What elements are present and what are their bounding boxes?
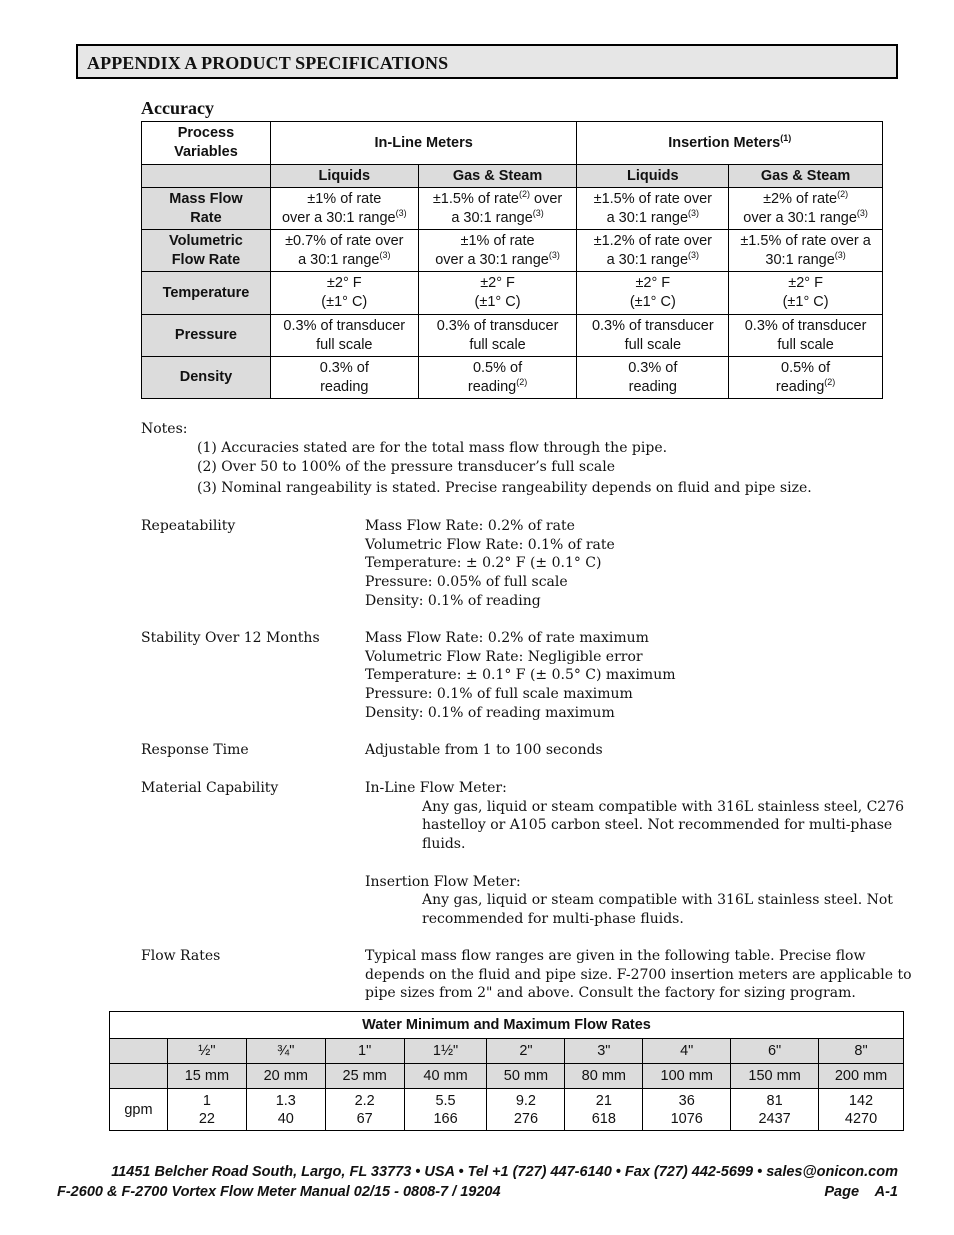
accuracy-cell: ±1% of rate over a 30:1 range$^{(3)}$ (418, 230, 577, 272)
accuracy-cell: ±2° F (±1° C) (270, 272, 418, 315)
blank-cell (110, 1039, 168, 1064)
response-label: Response Time (141, 742, 249, 758)
flow-range-cell: 142 4270 (819, 1089, 904, 1131)
footer-address: 11451 Belcher Road South, Largo, FL 33773 • USA • Tel +1 (727) 447-6140 • Fax (727) 442-5699 • sales@onicon.com (111, 1164, 898, 1180)
accuracy-cell: 0.5% of reading$^{(2)}$ (418, 357, 577, 399)
repeatability-label: Repeatability (141, 518, 236, 534)
sub-header: Liquids (577, 165, 729, 188)
accuracy-cell: 0.5% of reading$^{(2)}$ (729, 357, 883, 399)
corner-header: Process Variables (142, 122, 271, 165)
accuracy-cell: 0.3% of transducer full scale (577, 315, 729, 357)
flow-rates-text: Typical mass flow ranges are given in the following table. Precise flow depends on the fluid and pipe size. F-2700 insertion meters are applicable to pipe sizes from 2" and above. Consult the factory for sizing program. (365, 948, 912, 1002)
blank-cell (110, 1064, 168, 1089)
repeatability-values: Mass Flow Rate: 0.2% of rate Volumetric Flow Rate: 0.1% of rate Temperature: ± 0.2° F (± 0.1° C) Pressure: 0.05% of full scale Density: 0.1% of reading (365, 518, 615, 609)
pipe-size-mm: 100 mm (643, 1064, 731, 1089)
accuracy-cell: 0.3% of transducer full scale (729, 315, 883, 357)
accuracy-cell: ±1.5% of rate over a 30:1 range$^{(3)}$ (577, 188, 729, 230)
accuracy-cell: ±1.2% of rate over a 30:1 range$^{(3)}$ (577, 230, 729, 272)
flow-range-cell: 9.2 276 (487, 1089, 565, 1131)
note-item: (2) Over 50 to 100% of the pressure transducer’s full scale (197, 459, 616, 475)
pipe-size-mm: 40 mm (404, 1064, 487, 1089)
accuracy-cell: ±2° F (±1° C) (729, 272, 883, 315)
flow-range-cell: 1 22 (167, 1089, 246, 1131)
pipe-size-inch: 1" (325, 1039, 404, 1064)
row-label: Temperature (142, 272, 271, 315)
pipe-size-mm: 80 mm (565, 1064, 643, 1089)
appendix-header (76, 44, 898, 79)
accuracy-cell: ±2° F (±1° C) (577, 272, 729, 315)
pipe-size-mm: 15 mm (167, 1064, 246, 1089)
insertion-header: Insertion Meters$^{(1)}$ (577, 122, 883, 165)
material-values: In-Line Flow Meter: Any gas, liquid or steam compatible with 316L stainless steel, C276 hastelloy or A105 carbon steel. Not recommended for multi-phase fluids. Insertion Flow Meter: Any gas, liquid or steam compatible with 316L stainless steel. Not recommended for multi-phase fluids. (365, 780, 905, 927)
flow-range-cell: 5.5 166 (404, 1089, 487, 1131)
row-label: Volumetric Flow Rate (142, 230, 271, 272)
row-label: Density (142, 357, 271, 399)
accuracy-cell: ±2% of rate$^{(2)}$ over a 30:1 range$^{(3)}$ (729, 188, 883, 230)
notes-title: Notes: (141, 421, 188, 437)
flow-range-cell: 21 618 (565, 1089, 643, 1131)
sub-header: Liquids (270, 165, 418, 188)
flow-range-cell: 81 2437 (731, 1089, 819, 1131)
flow-table-title: Water Minimum and Maximum Flow Rates (110, 1012, 904, 1039)
notes (141, 420, 812, 498)
flow-range-cell: 2.2 67 (325, 1089, 404, 1131)
pipe-size-inch: 1½" (404, 1039, 487, 1064)
flow-rate-table (109, 1011, 904, 1131)
sub-header: Gas & Steam (729, 165, 883, 188)
accuracy-title: Accuracy (141, 98, 214, 118)
response-value: Adjustable from 1 to 100 seconds (365, 742, 603, 758)
footer-page: Page A-1 (824, 1184, 898, 1200)
material-label: Material Capability (141, 780, 279, 796)
unit-label: gpm (110, 1089, 168, 1131)
accuracy-cell: 0.3% of transducer full scale (270, 315, 418, 357)
note-item: (1) Accuracies stated are for the total mass flow through the pipe. (197, 440, 668, 456)
pipe-size-inch: ½" (167, 1039, 246, 1064)
pipe-size-mm: 150 mm (731, 1064, 819, 1089)
accuracy-cell: ±1.5% of rate over a 30:1 range$^{(3)}$ (729, 230, 883, 272)
sub-header-blank (142, 165, 271, 188)
pipe-size-inch: ¾" (246, 1039, 325, 1064)
flow-range-cell: 36 1076 (643, 1089, 731, 1131)
footer-line2 (57, 1184, 898, 1200)
appendix-title: APPENDIX A PRODUCT SPECIFICATIONS (87, 53, 449, 73)
row-label: Mass Flow Rate (142, 188, 271, 230)
pipe-size-inch: 8" (819, 1039, 904, 1064)
sub-header: Gas & Steam (418, 165, 577, 188)
stability-values: Mass Flow Rate: 0.2% of rate maximum Volumetric Flow Rate: Negligible error Temperature: ± 0.1° F (± 0.5° C) maximum Pressure: 0.1% of full scale maximum Density: 0.1% of reading maximum (365, 630, 676, 721)
accuracy-cell: ±1% of rate over a 30:1 range$^{(3)}$ (270, 188, 418, 230)
pipe-size-inch: 3" (565, 1039, 643, 1064)
stability-label: Stability Over 12 Months (141, 630, 320, 646)
pipe-size-mm: 20 mm (246, 1064, 325, 1089)
pipe-size-inch: 2" (487, 1039, 565, 1064)
accuracy-cell: 0.3% of reading (270, 357, 418, 399)
note-item: (3) Nominal rangeability is stated. Precise rangeability depends on fluid and pipe size. (197, 480, 812, 496)
footer-manual: F-2600 & F-2700 Vortex Flow Meter Manual 02/15 - 0808-7 / 19204 (57, 1184, 501, 1200)
inline-header: In-Line Meters (270, 122, 577, 165)
accuracy-cell: ±2° F (±1° C) (418, 272, 577, 315)
pipe-size-mm: 25 mm (325, 1064, 404, 1089)
pipe-size-mm: 50 mm (487, 1064, 565, 1089)
pipe-size-mm: 200 mm (819, 1064, 904, 1089)
row-label: Pressure (142, 315, 271, 357)
accuracy-table (141, 121, 883, 399)
pipe-size-inch: 4" (643, 1039, 731, 1064)
accuracy-cell: 0.3% of reading (577, 357, 729, 399)
pipe-size-inch: 6" (731, 1039, 819, 1064)
flow-range-cell: 1.3 40 (246, 1089, 325, 1131)
flow-rates-label: Flow Rates (141, 948, 221, 964)
accuracy-cell: ±1.5% of rate$^{(2)}$ over a 30:1 range$^{(3)}$ (418, 188, 577, 230)
accuracy-cell: 0.3% of transducer full scale (418, 315, 577, 357)
accuracy-cell: ±0.7% of rate over a 30:1 range$^{(3)}$ (270, 230, 418, 272)
